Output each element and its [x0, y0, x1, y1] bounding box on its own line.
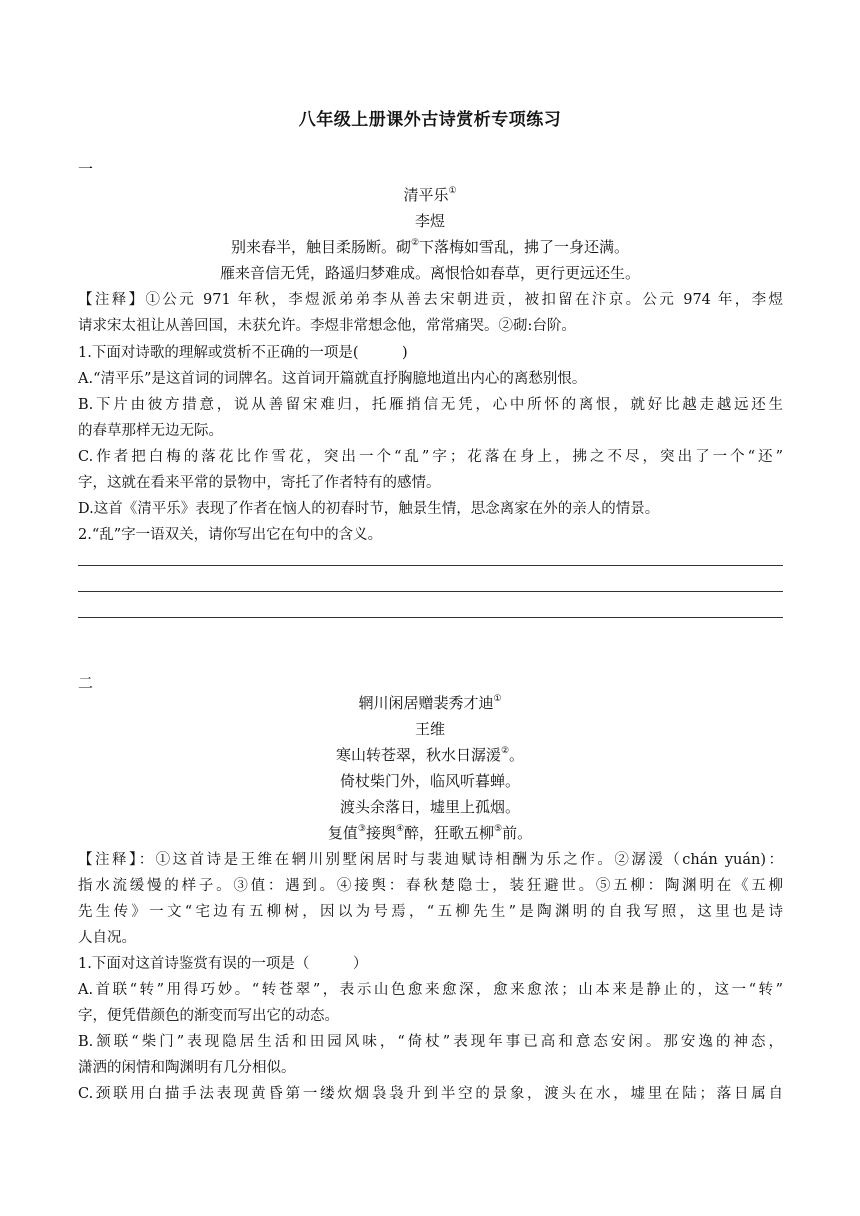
s1-question-2: 2.“乱”字一语双关，请你写出它在句中的含义。	[78, 527, 383, 543]
poem-2-line-4-c: 醉，狂歌五柳	[404, 824, 495, 842]
poem-1-line-2	[0, 262, 860, 283]
s1-q1-option-c-line-2: 字，这就在看来平常的景物中，寄托了作者特有的感情。	[78, 475, 441, 491]
page-title: 八年级上册课外古诗赏析专项练习	[298, 110, 562, 130]
poem-2-line-2: 倚杖柴门外，临风听暮蝉。	[339, 772, 520, 790]
s1-question-1: 1.下面对诗歌的理解或赏析不正确的一项是( )	[78, 345, 408, 361]
section-1-number: 一	[78, 160, 94, 178]
poem-2-line-1-b: 。	[509, 746, 525, 764]
poem-1-title-note: ①	[448, 186, 457, 196]
answer-line-2[interactable]	[78, 591, 783, 592]
s1-q1-option-c-line-1: C.作者把白梅的落花比作雪花，突出一个“乱”字；花落在身上，拂之不尽，突出了一个“还”	[78, 449, 783, 465]
poem-1-title-text: 清平乐	[403, 186, 449, 204]
answer-line-3[interactable]	[78, 617, 783, 618]
answer-line-1[interactable]	[78, 565, 783, 566]
poem-2-line-4-b: 接舆	[365, 824, 396, 842]
poem-1-note-line-2: 请求宋太祖让从善回国，未获允许。李煜非常想念他，常常痛哭。②砌:台阶。	[78, 318, 576, 334]
poem-2-line-4-note-5: ⑤	[494, 824, 503, 834]
s1-q1-option-d: D.这首《清平乐》表现了作者在恼人的初春时节，触景生情，思念离家在外的亲人的情景。	[78, 501, 660, 517]
poem-1-line-2-a: 雁来音信无凭，路遥归梦难成。离恨恰如春草，更行更远还生。	[219, 264, 640, 282]
poem-1-line-1-a: 别来春半，触目柔肠断。砌	[230, 238, 411, 256]
poem-2-note-line-4: 人自况。	[78, 930, 136, 946]
s2-q1-option-b-line-2: 潇洒的闲情和陶渊明有几分相似。	[78, 1060, 296, 1076]
s2-q1-option-c-line-1: C.颈联用白描手法表现黄昏第一缕炊烟袅袅升到半空的景象，渡头在水，墟里在陆；落日属自	[78, 1086, 783, 1102]
poem-2-line-4-a: 复值	[327, 824, 358, 842]
poem-2-author: 王维	[414, 720, 445, 738]
s1-q1-option-b-line-2: 的春草那样无边无际。	[78, 423, 223, 439]
poem-2-line-1-note: ②	[500, 746, 510, 756]
poem-2-title-note: ①	[493, 694, 502, 704]
poem-2-title-text: 辋川闲居赠裴秀才迪	[358, 694, 494, 712]
s2-q1-option-a-line-2: 字，便凭借颜色的渐变而写出它的动态。	[78, 1008, 339, 1024]
poem-2-line-4	[0, 822, 860, 843]
s2-q1-option-a-line-1: A.首联“转”用得巧妙。“转苍翠”，表示山色愈来愈深，愈来愈浓；山本来是静止的，这一“转”	[78, 982, 783, 998]
poem-1-line-1-note: ②	[410, 238, 420, 248]
poem-2-line-3: 渡头余落日，墟里上孤烟。	[339, 798, 520, 816]
poem-2-title	[0, 692, 860, 713]
poem-2-line-1	[0, 744, 860, 765]
poem-1-author: 李煜	[414, 212, 445, 230]
poem-1-line-1-b: 下落梅如雪乱，拂了一身还满。	[419, 238, 630, 256]
s2-question-1: 1.下面对这首诗鉴赏有误的一项是（ ）	[78, 956, 368, 972]
poem-2-note-line-1: 【注释】：①这首诗是王维在辋川别墅闲居时与裴迪赋诗相酬为乐之作。②潺湲（chán yuán)：	[78, 852, 783, 868]
section-2-number: 二	[78, 674, 94, 692]
poem-2-note-line-2: 指水流缓慢的样子。③值：遇到。④接舆：春秋楚隐士，装狂避世。⑤五柳：陶渊明在《五柳	[78, 878, 783, 894]
s1-q1-option-a: A.“清平乐”是这首词的词牌名。这首词开篇就直抒胸臆地道出内心的离愁别恨。	[78, 371, 587, 387]
s2-q1-option-b-line-1: B.颔联“柴门”表现隐居生活和田园风味，“倚杖”表现年事已高和意态安闲。那安逸的神态，	[78, 1034, 783, 1050]
poem-2-line-4-d: 前。	[502, 824, 533, 842]
poem-2-note-line-3: 先生传》一文“宅边有五柳树，因以为号焉，“五柳先生”是陶渊明的自我写照，这里也是诗	[78, 904, 783, 920]
poem-1-note-line-1: 【注释】①公元 971 年秋，李煜派弟弟李从善去宋朝进贡，被扣留在汴京。公元 974 年，李煜	[78, 292, 783, 308]
poem-1-line-1	[0, 236, 860, 257]
s1-q1-option-b-line-1: B.下片由彼方措意，说从善留宋难归，托雁捎信无凭，心中所怀的离恨，就好比越走越远还生	[78, 397, 783, 413]
poem-2-line-1-a: 寒山转苍翠，秋水日潺湲	[335, 746, 501, 764]
poem-1-title	[0, 184, 860, 205]
poem-2-line-4-note-3: ③	[357, 824, 366, 834]
poem-2-line-4-note-4: ④	[395, 824, 405, 834]
